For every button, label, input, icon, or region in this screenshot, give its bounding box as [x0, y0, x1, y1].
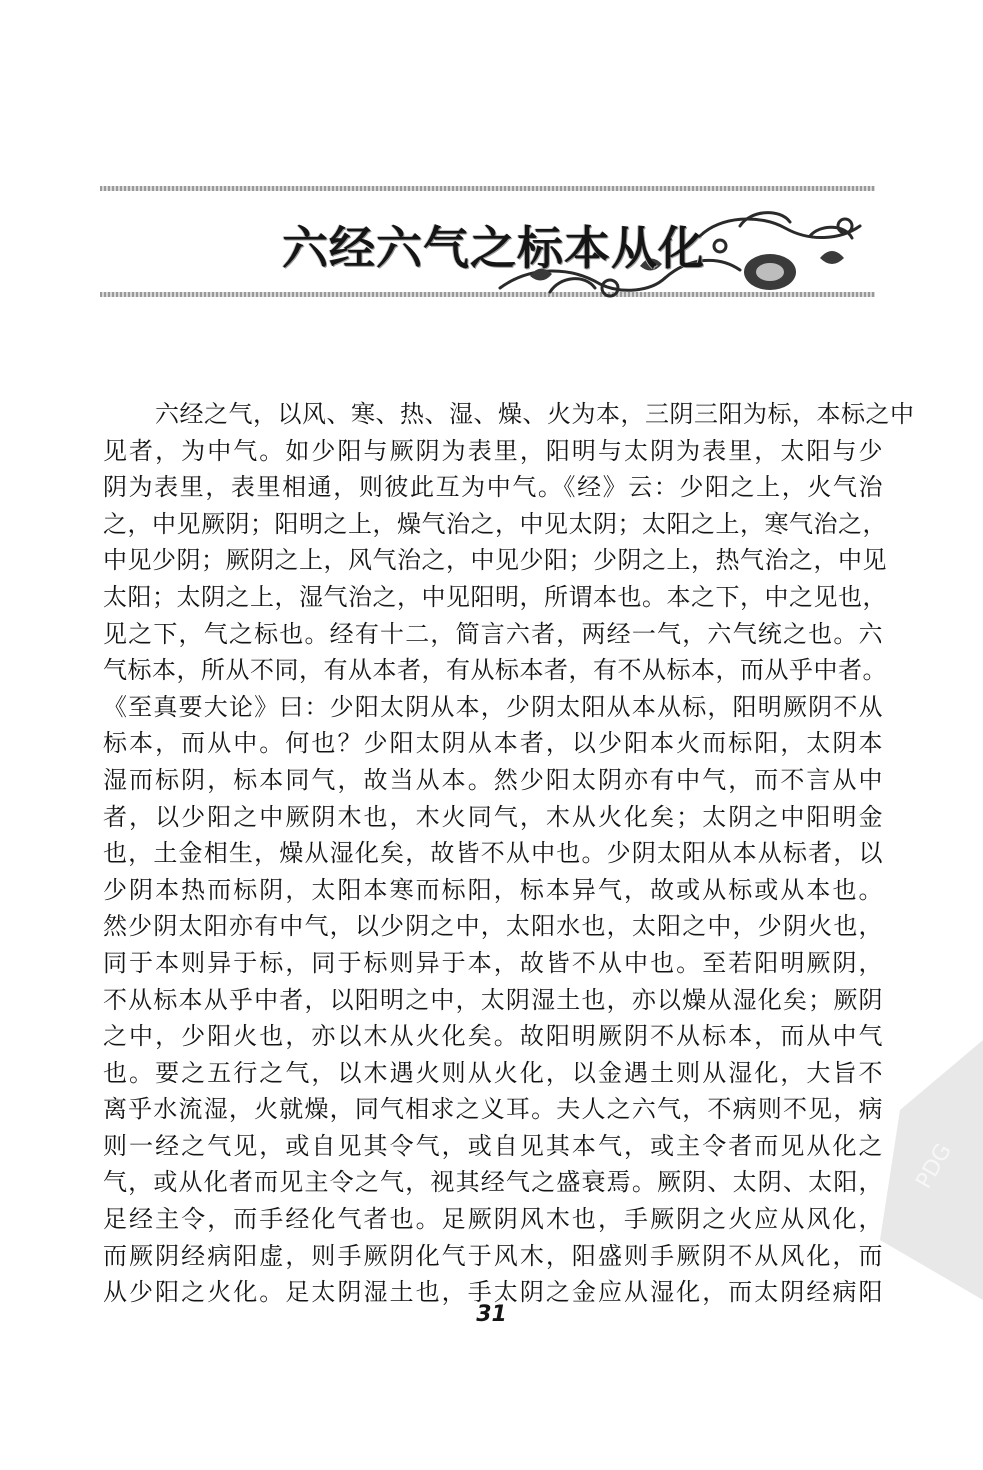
text-line: 之中，少阳火也，亦以木从火化矣。故阳明厥阴不从标本，而从中气 [103, 1022, 883, 1051]
text-line: 足经主令，而手经化气者也。足厥阴风木也，手厥阴之火应从风化， [103, 1205, 883, 1234]
text-line: 不从标本从乎中者，以阳明之中，太阴湿土也，亦以燥从湿化矣；厥阴 [103, 985, 883, 1014]
text-line: 之，中见厥阴；阳明之上，燥气治之，中见太阴；太阳之上，寒气治之， [103, 509, 887, 538]
text-line: 离乎水流湿，火就燥，同气相求之义耳。夫人之六气，不病则不见，病 [103, 1095, 883, 1124]
text-line: 者，以少阳之中厥阴木也，木火同气，木从火化矣；太阴之中阳明金 [103, 802, 883, 831]
text-line: 中见少阴；厥阴之上，风气治之，中见少阳；少阴之上，热气治之，中见 [103, 546, 887, 575]
text-line: 标本，而从中。何也？少阳太阴从本者，以少阳本火而标阳，太阴本 [103, 729, 883, 758]
text-line: 太阳；太阴之上，湿气治之，中见阳明，所谓本也。本之下，中之见也， [103, 582, 887, 611]
text-line: 六经之气，以风、寒、热、湿、燥、火为本，三阴三阳为标，本标之中 [155, 400, 915, 428]
text-line: 也，土金相生，燥从湿化矣，故皆不从中也。少阴太阳从本从标者，以 [103, 839, 883, 868]
page-number: 31 [476, 1302, 507, 1327]
text-line: 从少阳之火化。足太阴湿土也，手太阴之金应从湿化，而太阴经病阳 [103, 1278, 883, 1307]
text-line: 也。要之五行之气，以木遇火则从火化，以金遇土则从湿化，大旨不 [103, 1058, 883, 1087]
watermark-text: PDG [911, 1139, 957, 1193]
text-line: 湿而标阴，标本同气，故当从本。然少阳太阴亦有中气，而不言从中 [103, 765, 883, 794]
header-top-rule [100, 186, 875, 191]
watermark-stamp [860, 1040, 983, 1300]
text-line: 同于本则异于标，同于标则异于本，故皆不从中也。至若阳明厥阴， [103, 948, 883, 977]
text-line: 《至真要大论》曰：少阳太阴从本，少阴太阳从本从标，阳明厥阴不从 [103, 692, 883, 721]
text-line: 见者，为中气。如少阳与厥阴为表里，阳明与太阴为表里，太阳与少 [103, 436, 883, 465]
text-line: 阴为表里，表里相通，则彼此互为中气。《经》云：少阳之上，火气治 [103, 473, 883, 502]
text-line: 气，或从化者而见主令之气，视其经气之盛衰焉。厥阴、太阴、太阳， [103, 1168, 883, 1197]
text-line: 见之下，气之标也。经有十二，简言六者，两经一气，六气统之也。六 [103, 619, 883, 648]
text-line: 少阴本热而标阴，太阳本寒而标阳，标本异气，故或从标或从本也。 [103, 875, 883, 904]
chapter-title: 六经六气之标本从化 [282, 221, 705, 275]
text-line: 则一经之气见，或自见其令气，或自见其本气，或主令者而见从化之 [103, 1131, 883, 1160]
body-text [103, 396, 915, 1311]
text-line: 气标本，所从不同，有从本者，有从标本者，有不从标本，而从乎中者。 [103, 656, 887, 685]
text-line: 然少阴太阳亦有中气，以少阴之中，太阳水也，太阳之中，少阴火也， [103, 912, 883, 941]
text-line: 而厥阴经病阳虚，则手厥阴化气于风木，阳盛则手厥阴不从风化，而 [103, 1241, 883, 1270]
